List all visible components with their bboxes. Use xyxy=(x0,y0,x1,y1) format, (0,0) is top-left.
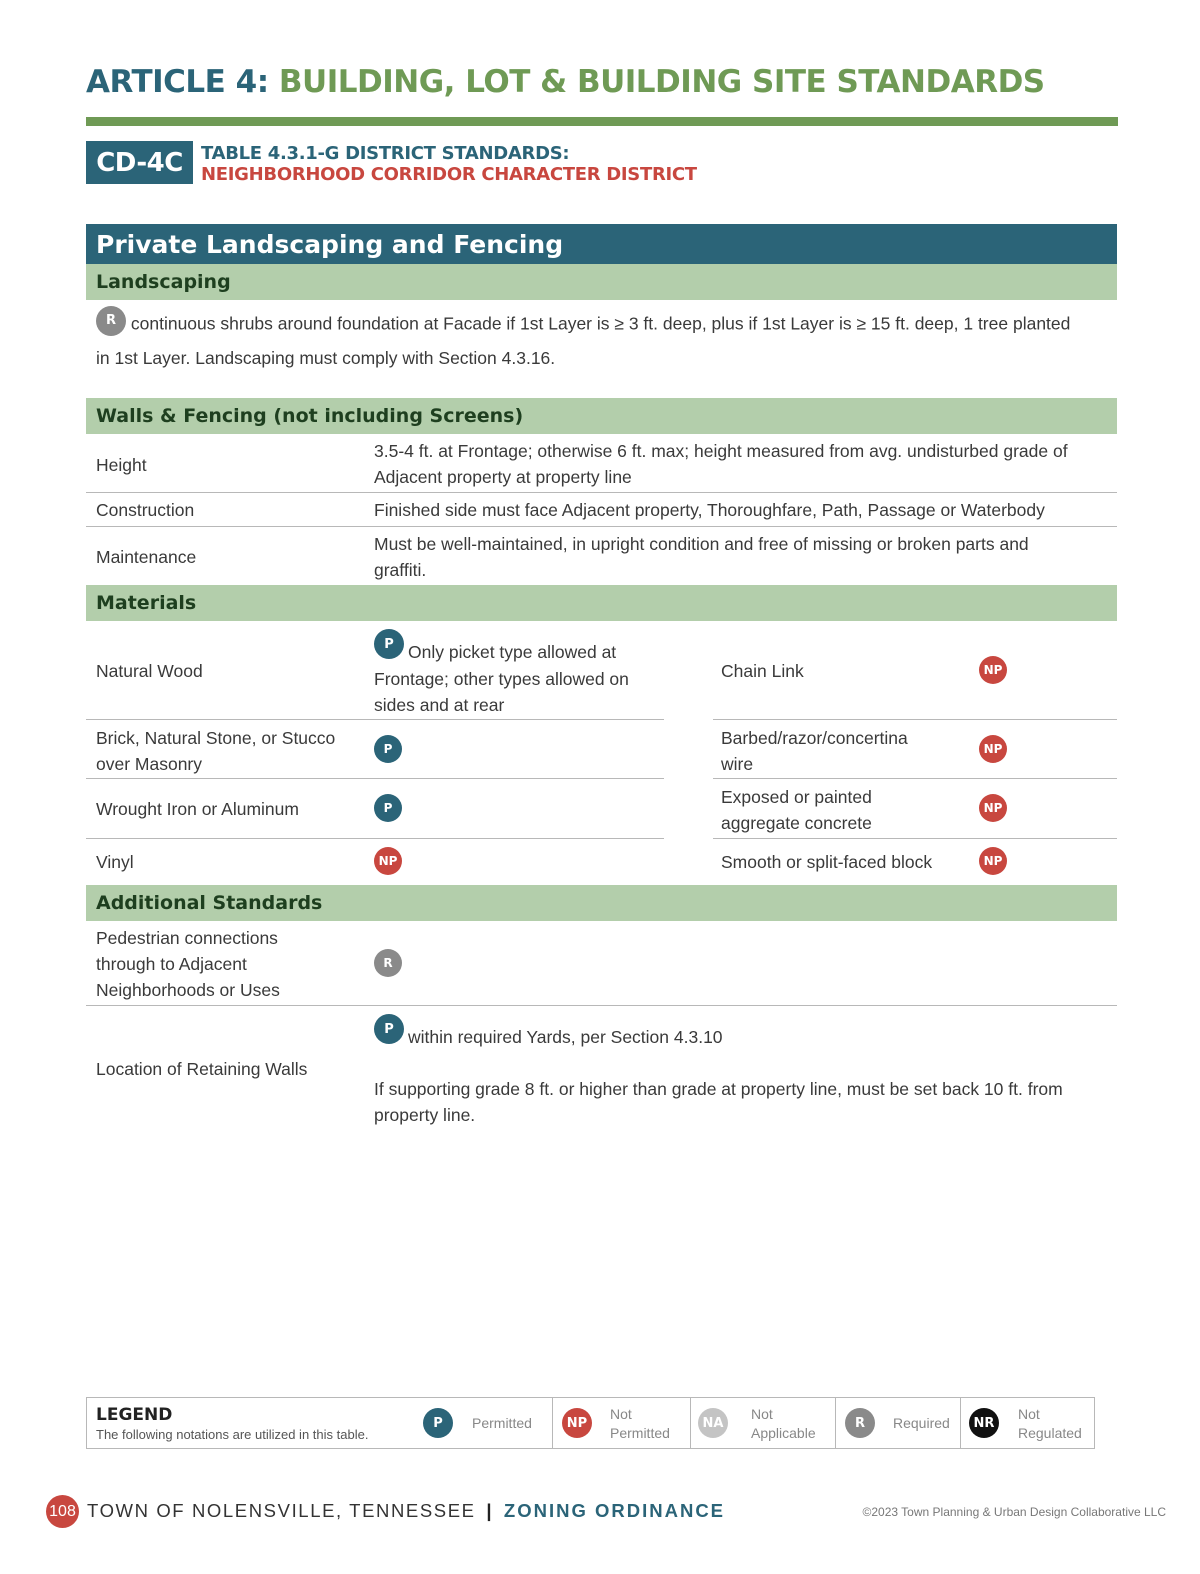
not-permitted-badge: NP xyxy=(979,794,1007,822)
article-title xyxy=(86,64,1045,100)
row-divider xyxy=(86,778,664,779)
legend-label xyxy=(751,1405,816,1443)
material-label xyxy=(96,725,335,777)
legend-label-line2: Regulated xyxy=(1018,1425,1082,1441)
landscaping-heading: Landscaping xyxy=(86,264,1117,300)
table-title xyxy=(201,143,697,185)
footer-document: ZONING ORDINANCE xyxy=(503,1500,726,1521)
not-permitted-badge: NP xyxy=(979,847,1007,875)
pedestrian-label-line3: Neighborhoods or Uses xyxy=(96,980,280,1000)
retaining-walls-note: within required Yards, per Section 4.3.10 xyxy=(408,1027,723,1047)
legend-description: The following notations are utilized in this table. xyxy=(96,1426,369,1442)
retaining-walls-text xyxy=(374,1076,1063,1128)
landscaping-text xyxy=(96,310,1116,340)
maintenance-label: Maintenance xyxy=(96,547,197,567)
additional-standards-heading: Additional Standards xyxy=(86,885,1117,921)
article-title-text: BUILDING, LOT & BUILDING SITE STANDARDS xyxy=(278,64,1045,100)
table-subtitle: NEIGHBORHOOD CORRIDOR CHARACTER DISTRICT xyxy=(201,164,697,185)
legend-divider xyxy=(552,1397,553,1449)
retaining-walls-text-line2: property line. xyxy=(374,1105,476,1125)
walls-heading: Walls & Fencing (not including Screens) xyxy=(86,398,1117,434)
row-divider xyxy=(713,778,1117,779)
required-badge: R xyxy=(96,306,126,336)
footer-town: TOWN OF NOLENSVILLE, TENNESSEE xyxy=(87,1500,476,1521)
pedestrian-label xyxy=(96,925,280,1003)
title-rule xyxy=(86,117,1118,126)
footer-title xyxy=(87,1500,725,1522)
district-code-badge: CD-4C xyxy=(86,141,193,184)
row-divider xyxy=(86,719,664,720)
construction-value: Finished side must face Adjacent property, Thoroughfare, Path, Passage or Waterbody xyxy=(374,500,1045,520)
maintenance-value xyxy=(374,531,1029,583)
row-divider xyxy=(86,492,1117,493)
table-title-line: TABLE 4.3.1-G DISTRICT STANDARDS: xyxy=(201,143,570,164)
permitted-badge: P xyxy=(374,629,404,659)
legend-label-line2: Applicable xyxy=(751,1425,816,1441)
height-value xyxy=(374,438,1068,490)
section-title: Private Landscaping and Fencing xyxy=(86,224,1117,264)
retaining-walls-label: Location of Retaining Walls xyxy=(96,1059,308,1079)
not-permitted-badge: NP xyxy=(979,656,1007,684)
materials-heading: Materials xyxy=(86,585,1117,621)
footer-copyright: ©2023 Town Planning & Urban Design Collaborative LLC xyxy=(862,1505,1166,1519)
construction-label: Construction xyxy=(96,500,195,520)
natural-wood-note-line2: Frontage; other types allowed on xyxy=(374,669,629,689)
retaining-walls-text-line1: If supporting grade 8 ft. or higher than grade at property line, must be set back 10 ft. from xyxy=(374,1079,1063,1099)
row-divider xyxy=(713,719,1117,720)
landscaping-text-line1: continuous shrubs around foundation at Facade if 1st Layer is ≥ 3 ft. deep, plus if 1st Layer is ≥ 15 ft. deep, 1 tree planted xyxy=(130,313,1071,334)
material-label-line2: over Masonry xyxy=(96,754,203,774)
permitted-badge: P xyxy=(374,735,402,763)
material-label-line1: Barbed/razor/concertina xyxy=(721,728,908,748)
page-number: 108 xyxy=(46,1495,79,1528)
natural-wood-note-line1: Only picket type allowed at xyxy=(408,642,617,662)
legend-label: Required xyxy=(893,1415,950,1431)
row-divider xyxy=(86,838,664,839)
pedestrian-label-line1: Pedestrian connections xyxy=(96,928,278,948)
pedestrian-label-line2: through to Adjacent xyxy=(96,954,247,974)
material-label-line2: wire xyxy=(721,754,754,774)
legend-label-line1: Not xyxy=(751,1406,773,1422)
not-permitted-badge: NP xyxy=(979,735,1007,763)
permitted-badge: P xyxy=(423,1408,453,1438)
legend-label-line2: Permitted xyxy=(610,1425,670,1441)
not-regulated-badge: NR xyxy=(969,1408,999,1438)
maintenance-value-line1: Must be well-maintained, in upright condition and free of missing or broken parts and xyxy=(374,534,1029,554)
natural-wood-note-line3: sides and at rear xyxy=(374,695,505,715)
footer-separator: | xyxy=(486,1500,494,1521)
legend-divider xyxy=(960,1397,961,1449)
not-applicable-badge: NA xyxy=(698,1408,728,1438)
material-label xyxy=(721,784,872,836)
material-label: Vinyl xyxy=(96,852,134,872)
permitted-badge: P xyxy=(374,794,402,822)
permitted-badge: P xyxy=(374,1014,404,1044)
legend-label xyxy=(610,1405,670,1443)
height-value-line1: 3.5-4 ft. at Frontage; otherwise 6 ft. max; height measured from avg. undisturbed grade of xyxy=(374,441,1068,461)
material-label xyxy=(721,725,908,777)
material-label-line2: aggregate concrete xyxy=(721,813,872,833)
height-value-line2: Adjacent property at property line xyxy=(374,467,632,487)
not-permitted-badge: NP xyxy=(374,847,402,875)
row-divider xyxy=(713,838,1117,839)
legend-divider xyxy=(835,1397,836,1449)
required-badge: R xyxy=(374,949,402,977)
legend-label: Permitted xyxy=(472,1415,532,1431)
article-prefix: ARTICLE 4: xyxy=(86,64,269,100)
material-label-line1: Brick, Natural Stone, or Stucco xyxy=(96,728,336,748)
not-permitted-badge: NP xyxy=(562,1408,592,1438)
row-divider xyxy=(86,1005,1117,1006)
legend-divider xyxy=(690,1397,691,1449)
landscaping-text-line2: in 1st Layer. Landscaping must comply with Section 4.3.16. xyxy=(96,348,556,368)
required-badge: R xyxy=(845,1408,875,1438)
material-label: Chain Link xyxy=(721,661,804,681)
legend-title: LEGEND xyxy=(96,1404,173,1425)
row-divider xyxy=(86,526,1117,527)
height-label: Height xyxy=(96,455,147,475)
legend-label-line1: Not xyxy=(610,1406,632,1422)
material-label: Smooth or split-faced block xyxy=(721,852,933,872)
legend-label xyxy=(1018,1405,1082,1443)
natural-wood-note xyxy=(374,666,629,718)
material-label: Natural Wood xyxy=(96,661,203,681)
material-label: Wrought Iron or Aluminum xyxy=(96,799,299,819)
material-label-line1: Exposed or painted xyxy=(721,787,872,807)
legend-label-line1: Not xyxy=(1018,1406,1040,1422)
maintenance-value-line2: graffiti. xyxy=(374,560,427,580)
